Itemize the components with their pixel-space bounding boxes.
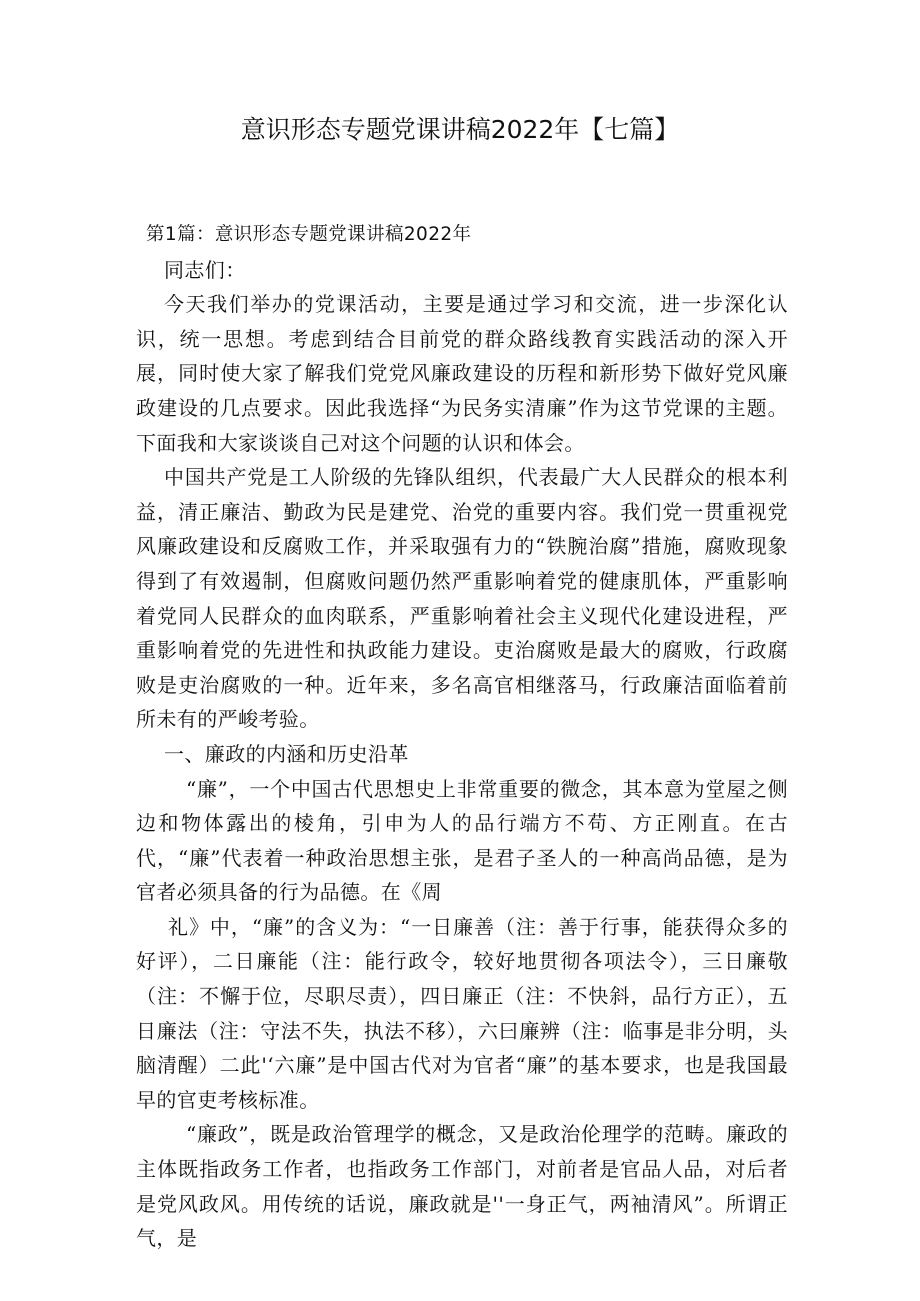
paragraph-intro: 今天我们举办的党课活动，主要是通过学习和交流，进一步深化认识，统一思想。考虑到结合目前党的群众路线教育实践活动的深入开展，同时使大家了解我们党党风廉政建设的历程和新形势下做好党风廉政建设的几点要求。因此我选择“为民务实清廉”作为这节党课的主题。下面我和大家谈谈自己对这个问题的认识和体会。 xyxy=(136,292,788,455)
paragraph-party: 中国共产党是工人阶级的先锋队组织，代表最广大人民群众的根本利益，清正廉洁、勤政为民是建党、治党的重要内容。我们党一贯重视党风廉政建设和反腐败工作，并采取强有力的“铁腕治腐”措施，腐败现象得到了有效遏制，但腐败问题仍然严重影响着党的健康肌体，严重影响着党同人民群众的血肉联系，严重影响着社会主义现代化建设进程，严重影响着党的先进性和执政能力建设。吏治腐败是最大的腐败，行政腐败是吏治腐败的一种。近年来，多名高官相继落马，行政廉洁面临着前所未有的严峻考验。 xyxy=(136,465,788,732)
paragraph-lian: “廉”，一个中国古代思想史上非常重要的微念，其本意为堂屋之侧边和物体露出的棱角，引申为人的品行端方不苟、方正刚直。在古代，“廉”代表着一种政治思想主张，是君子圣人的一种高尚品德，是为官者必须具备的行为品德。在《周 xyxy=(136,776,788,905)
paragraph-zhouli: 礼》中，“廉”的含义为：“一日廉善（注：善于行事，能获得众多的好评），二日廉能（注：能行政令，较好地贯彻各项法令），三日廉敬（注：不懈于位，尽职尽责），四日廉正（注：不快斜，品行方正），五日廉法（注：守法不失，执法不移），六曰廉辨（注：临事是非分明，头脑清醒）二此'‘六廉”是中国古代对为官者“廉”的基本要求，也是我国最早的官吏考核标准。 xyxy=(136,914,788,1112)
document-title: 意识形态专题党课讲稿2022年【七篇】 xyxy=(240,115,680,144)
document-body xyxy=(136,218,788,1256)
greeting: 同志们： xyxy=(164,257,246,282)
paragraph-lianzheng: “廉政”，既是政治管理学的概念，又是政治伦理学的范畴。廉政的主体既指政务工作者，也指政务工作部门，对前者是官品人品，对后者是党风政风。用传统的话说，廉政就是''一身正气，两袖清风”。所谓正气，是 xyxy=(136,1122,788,1251)
subheading: 一、廉政的内涵和历史沿革 xyxy=(164,741,409,766)
section-heading: 第1篇：意识形态专题党课讲稿2022年 xyxy=(146,224,472,245)
